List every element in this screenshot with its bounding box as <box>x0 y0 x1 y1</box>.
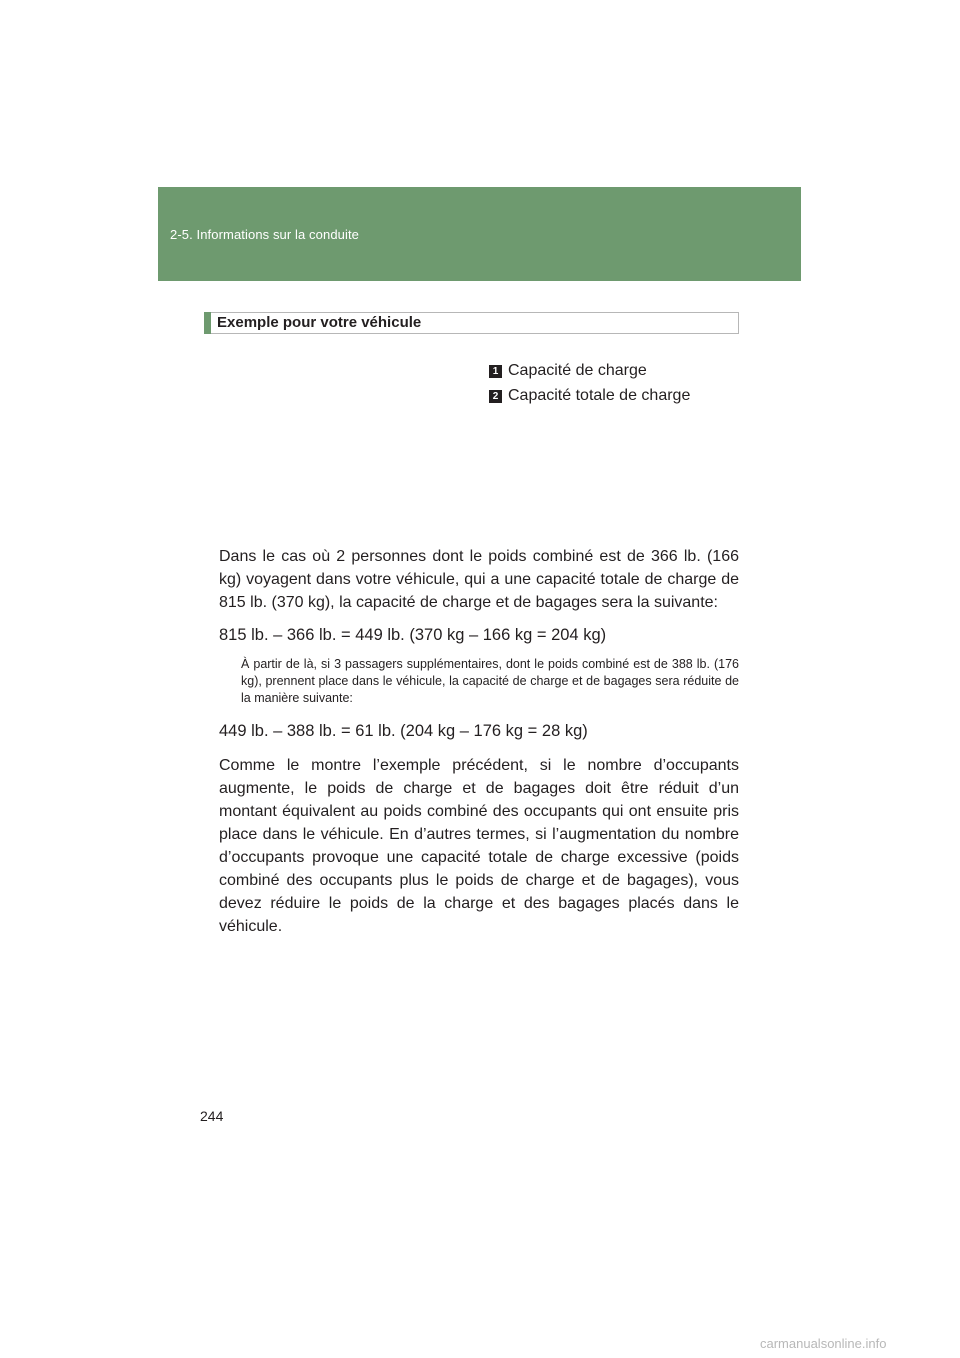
watermark: carmanualsonline.info <box>760 1336 887 1351</box>
legend-label-1: Capacité de charge <box>508 362 647 379</box>
formula-2: 449 lb. – 388 lb. = 61 lb. (204 kg – 176 kg = 28 kg) <box>219 722 588 740</box>
legend-label-2: Capacité totale de charge <box>508 387 691 404</box>
legend-number-2-icon: 2 <box>489 390 502 403</box>
chapter-title: 2-5. Informations sur la conduite <box>170 227 360 242</box>
section-title-bar <box>204 312 211 334</box>
body-paragraph-1: Dans le cas où 2 personnes dont le poids combiné est de 366 lb. (166 kg) voyagent dans votre véhicule, qui a une capacité totale de charge de 815 lb. (370 kg), la capacité de charge et de bagages sera la suivante: <box>219 548 739 611</box>
body-paragraph-3: Comme le montre l’exemple précédent, si le nombre d’occupants augmente, le poids de charge et de bagages doit être réduit d’un montant équivalent au poids combiné des occupants qui ont ensuite pris place dans le véhicule. En d’autres termes, si l’augmentation du nombre d’occupants provoque une capacité totale de charge excessive (poids combiné des occupants plus le poids de charge et de bagages), vous devez réduire le poids de la charge et des bagages placés dans le véhicule. <box>219 757 739 935</box>
legend-number-1-icon: 1 <box>489 365 502 378</box>
body-paragraph-2: À partir de là, si 3 passagers supplémentaires, dont le poids combiné est de 388 lb. (176 kg), prennent place dans le véhicule, la capacité de charge et de bagages sera réduite de la manière suivante: <box>241 657 739 705</box>
section-title: Exemple pour votre véhicule <box>217 314 422 331</box>
page-number: 244 <box>200 1108 224 1124</box>
formula-1: 815 lb. – 366 lb. = 449 lb. (370 kg – 166 kg = 204 kg) <box>219 626 607 644</box>
